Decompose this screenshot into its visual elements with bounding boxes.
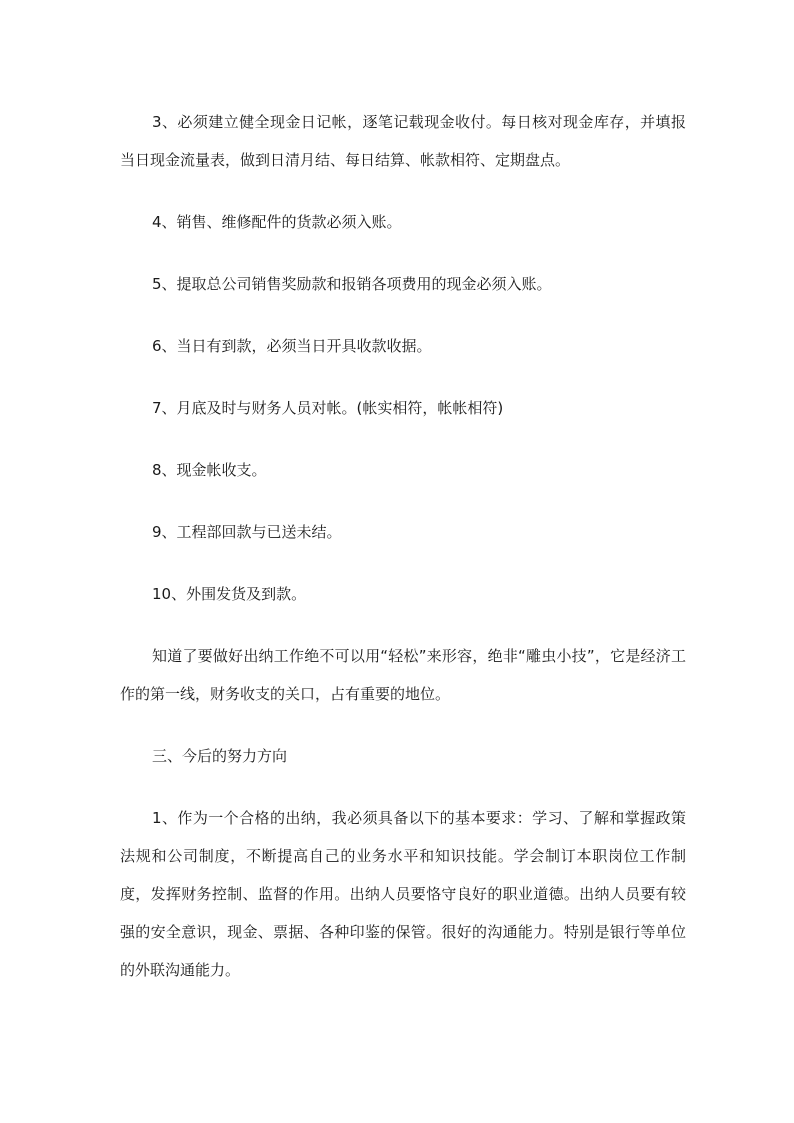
paragraph-cash-journal: 3、必须建立健全现金日记帐，逐笔记载现金收付。每日核对现金库存，并填报当日现金流量表，做到日清月结、每日结算、帐款相符、定期盘点。 bbox=[120, 113, 686, 169]
section-heading-future-direction: 三、今后的努力方向 bbox=[152, 747, 288, 765]
paragraph-qualified-cashier: 1、作为一个合格的出纳，我必须具备以下的基本要求：学习、了解和掌握政策法规和公司制度，不断提高自己的业务水平和知识技能。学会制订本职岗位工作制度，发挥财务控制、监督的作用。出纳人员要恪守良好的职业道德。出纳人员要有较强的安全意识，现金、票据、各种印鉴的保管。很好的沟通能力。特别是银行等单位的外联沟通能力。 bbox=[120, 809, 686, 979]
paragraph-cashier-importance: 知道了要做好出纳工作绝不可以用“轻松”来形容，绝非“雕虫小技”，它是经济工作的第一线，财务收支的关口，占有重要的地位。 bbox=[120, 647, 686, 703]
paragraph-month-end-reconcile: 7、月底及时与财务人员对帐。(帐实相符，帐帐相符) bbox=[152, 399, 504, 417]
paragraph-cash-account: 8、现金帐收支。 bbox=[152, 461, 267, 479]
document-body bbox=[120, 103, 686, 1013]
paragraph-same-day-receipt: 6、当日有到款，必须当日开具收款收据。 bbox=[152, 337, 432, 355]
paragraph-parts-payment: 4、销售、维修配件的货款必须入账。 bbox=[152, 213, 402, 231]
paragraph-external-shipping: 10、外围发货及到款。 bbox=[152, 585, 307, 603]
paragraph-sales-reward: 5、提取总公司销售奖励款和报销各项费用的现金必须入账。 bbox=[152, 275, 552, 293]
paragraph-engineering-payment: 9、工程部回款与已送未结。 bbox=[152, 523, 342, 541]
